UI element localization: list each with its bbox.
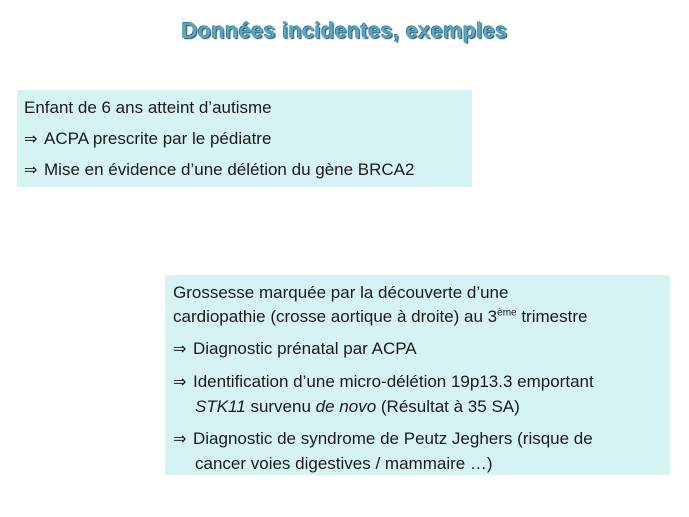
case-2-point-2-line-1: ⇒ Identification d’une micro-délétion 19p13.3 emportant: [165, 370, 670, 395]
implies-arrow-icon: ⇒: [24, 131, 38, 148]
case-1-intro: Enfant de 6 ans atteint d’autisme: [24, 98, 272, 117]
case-1-point-1: ⇒ ACPA prescrite par le pédiatre: [17, 123, 472, 154]
implies-arrow-icon: ⇒: [173, 341, 187, 358]
case-2-point-1: ⇒ Diagnostic prénatal par ACPA: [165, 337, 670, 362]
implies-arrow-icon: ⇒: [173, 431, 187, 448]
case-2-intro-line-2: cardiopathie (crosse aortique à droite) au 3ème trimestre: [173, 307, 588, 326]
case-1-box: [17, 90, 472, 187]
slide-title: Données incidentes, exemples: [181, 18, 508, 43]
case-2-intro-line-1: Grossesse marquée par la découverte d’une: [173, 283, 509, 302]
implies-arrow-icon: ⇒: [24, 162, 38, 179]
case-2-point-3-line-1: ⇒ Diagnostic de syndrome de Peutz Jeghers (risque de: [165, 427, 670, 452]
case-1-point-2: ⇒ Mise en évidence d’une délétion du gène BRCA2: [17, 154, 472, 185]
case-2-box: [165, 275, 670, 475]
case-2-point-3-line-2: cancer voies digestives / mammaire …): [195, 454, 493, 473]
implies-arrow-icon: ⇒: [173, 374, 187, 391]
case-2-point-2-line-2: STK11 survenu de novo (Résultat à 35 SA): [195, 397, 520, 416]
